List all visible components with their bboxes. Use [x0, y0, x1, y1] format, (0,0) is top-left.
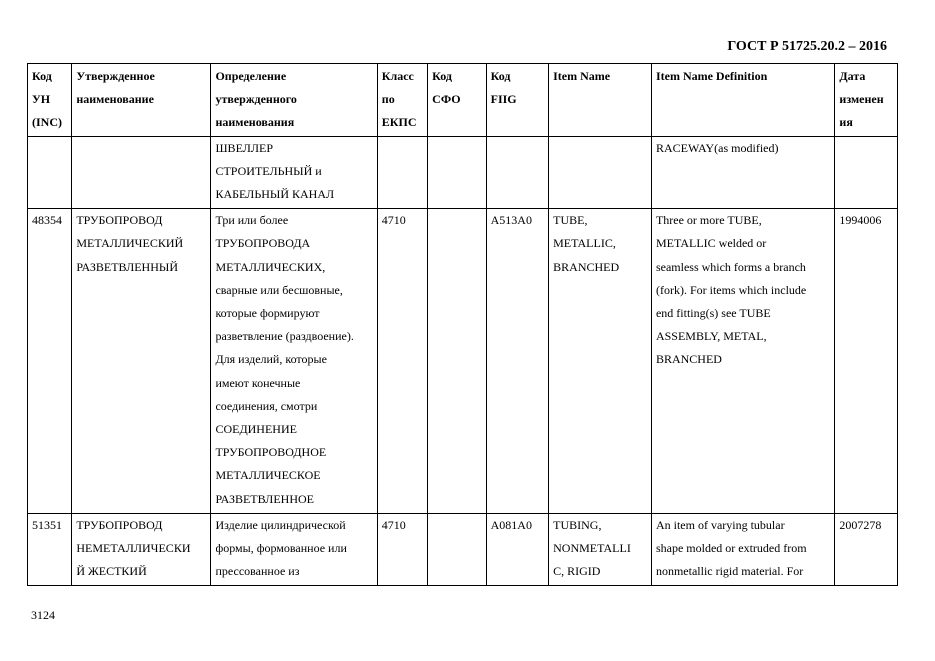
cell-line: A513A0	[490, 213, 532, 228]
header-date: Дата изменен ия	[835, 64, 898, 137]
cell-definition	[211, 513, 377, 586]
items-table	[27, 63, 898, 586]
cell-line: 48354	[32, 213, 62, 228]
cell-line: nonmetallic rigid material. For	[655, 564, 804, 579]
cell-line: An item of varying tubular	[655, 517, 785, 532]
cell-item-name	[549, 136, 652, 209]
cell-line: TUBING,	[553, 517, 602, 532]
cell-class	[377, 209, 427, 514]
page-number: 3124	[31, 608, 55, 622]
table-row	[28, 209, 898, 514]
cell-line: МЕТАЛЛИЧЕСКОЕ	[215, 468, 321, 483]
cell-inc	[28, 136, 72, 209]
cell-date	[835, 513, 898, 586]
cell-class	[377, 136, 427, 209]
cell-line: 2007278	[839, 517, 882, 532]
cell-line: СОЕДИНЕНИЕ	[215, 422, 297, 437]
cell-item-name	[549, 209, 652, 514]
cell-line: соединения, смотри	[215, 398, 318, 413]
cell-line: seamless which forms a branch	[655, 259, 806, 274]
cell-line: Й ЖЕСТКИЙ	[76, 564, 147, 579]
cell-line: shape molded or extruded from	[655, 541, 807, 556]
cell-line: КАБЕЛЬНЫЙ КАНАЛ	[215, 187, 335, 202]
header-fiig: Код FIIG	[486, 64, 549, 137]
cell-line: разветвление (раздвоение).	[215, 329, 354, 344]
cell-line: A081A0	[490, 517, 532, 532]
cell-fiig	[486, 136, 549, 209]
cell-line: ASSEMBLY, METAL,	[655, 329, 767, 344]
cell-line: 4710	[381, 517, 406, 532]
cell-line: BRANCHED	[655, 352, 722, 367]
cell-line: Три или более	[215, 213, 289, 228]
cell-line: NONMETALLI	[553, 541, 631, 556]
header-item-name: Item Name	[549, 64, 652, 137]
header-approved-name: Утвержденное наименование	[72, 64, 211, 137]
cell-line: сварные или бесшовные,	[215, 282, 343, 297]
cell-line: ТРУБОПРОВОДНОЕ	[215, 445, 327, 460]
cell-approved-name	[72, 513, 211, 586]
cell-line: РАЗВЕТВЛЕННОЕ	[215, 491, 314, 506]
cell-line: имеют конечные	[215, 375, 301, 390]
cell-line: 4710	[381, 213, 406, 228]
cell-item-name-definition	[651, 136, 834, 209]
cell-item-name	[549, 513, 652, 586]
cell-line: TUBE,	[553, 213, 588, 228]
cell-definition	[211, 136, 377, 209]
cell-inc	[28, 209, 72, 514]
cell-definition	[211, 209, 377, 514]
cell-sfo	[428, 513, 486, 586]
cell-sfo	[428, 209, 486, 514]
table-row	[28, 513, 898, 586]
table-row	[28, 136, 898, 209]
header-definition: Определение утвержденного наименования	[211, 64, 377, 137]
header-inc: Код УН (INC)	[28, 64, 72, 137]
cell-line: СТРОИТЕЛЬНЫЙ и	[215, 163, 322, 178]
cell-class	[377, 513, 427, 586]
cell-line: которые формируют	[215, 306, 320, 321]
cell-line: ТРУБОПРОВОД	[76, 213, 163, 228]
cell-line: МЕТАЛЛИЧЕСКИЙ	[76, 236, 184, 251]
cell-inc	[28, 513, 72, 586]
cell-line: прессованное из	[215, 564, 300, 579]
cell-line: METALLIC welded or	[655, 236, 767, 251]
cell-date	[835, 209, 898, 514]
cell-line: (fork). For items which include	[655, 282, 807, 297]
cell-line: РАЗВЕТВЛЕННЫЙ	[76, 259, 179, 274]
cell-line: ТРУБОПРОВОДА	[215, 236, 311, 251]
cell-line: ТРУБОПРОВОД	[76, 517, 163, 532]
cell-approved-name	[72, 209, 211, 514]
cell-line: НЕМЕТАЛЛИЧЕСКИ	[76, 541, 191, 556]
standard-header: ГОСТ Р 51725.20.2 – 2016	[727, 39, 887, 54]
cell-line: МЕТАЛЛИЧЕСКИХ,	[215, 259, 326, 274]
cell-line: ШВЕЛЛЕР	[215, 140, 274, 155]
cell-line: C, RIGID	[553, 564, 601, 579]
cell-line: RACEWAY(as modified)	[655, 140, 779, 155]
cell-sfo	[428, 136, 486, 209]
cell-fiig	[486, 513, 549, 586]
cell-line: METALLIC,	[553, 236, 616, 251]
header-class: Класс по ЕКПС	[377, 64, 427, 137]
cell-line: формы, формованное или	[215, 541, 347, 556]
cell-line: Для изделий, которые	[215, 352, 327, 367]
cell-line: 51351	[32, 517, 62, 532]
cell-date	[835, 136, 898, 209]
header-item-name-definition: Item Name Definition	[651, 64, 834, 137]
cell-item-name-definition	[651, 513, 834, 586]
header-sfo: Код СФО	[428, 64, 486, 137]
cell-line: Изделие цилиндрической	[215, 517, 346, 532]
cell-item-name-definition	[651, 209, 834, 514]
cell-line: Three or more TUBE,	[655, 213, 762, 228]
cell-line: 1994006	[839, 213, 882, 228]
cell-line: BRANCHED	[553, 259, 620, 274]
cell-line: end fitting(s) see TUBE	[655, 306, 771, 321]
cell-approved-name	[72, 136, 211, 209]
cell-fiig	[486, 209, 549, 514]
table-header-row	[28, 64, 898, 137]
